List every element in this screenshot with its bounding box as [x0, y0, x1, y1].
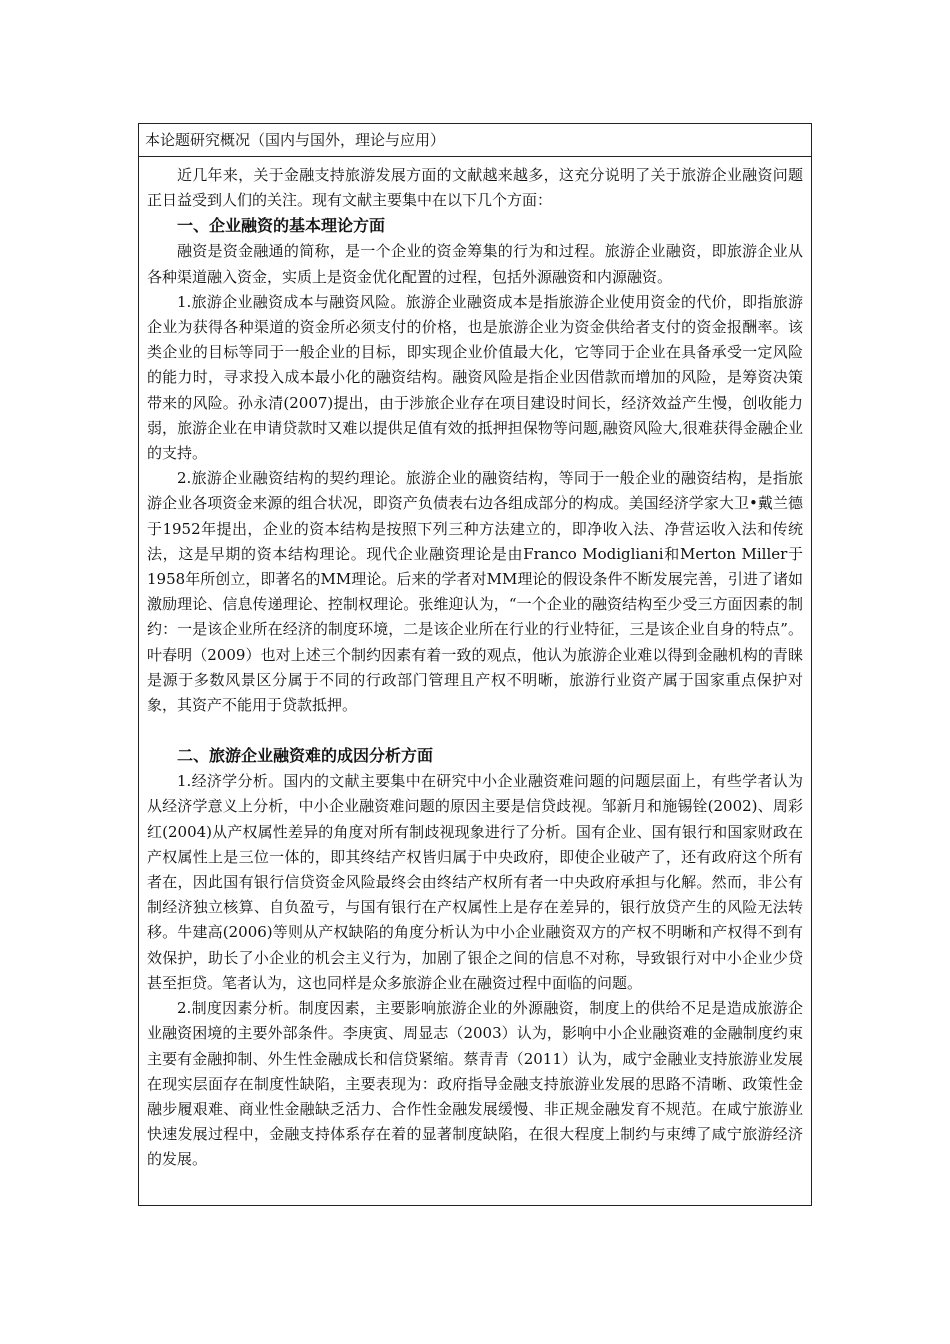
table-body-cell: [139, 157, 811, 1173]
structure-theory-paragraph: 2.旅游企业融资结构的契约理论。旅游企业的融资结构，等同于一般企业的融资结构，是指旅游企业各项资金来源的组合状况，即资产负债表右边各组成部分的构成。美国经济学家大卫•戴兰德于1952年提出，企业的资本结构是按照下列三种方法建立的，即净收入法、净营运收入法和传统法，这是早期的资本结构理论。现代企业融资理论是由Franco Modigliani和Merton Miller于1958年所创立，即著名的MM理论。后来的学者对MM理论的假设条件不断发展完善，引进了诸如激励理论、信息传递理论、控制权理论。张维迎认为，“一个企业的融资结构至少受三方面因素的制约：一是该企业所在经济的制度环境，二是该企业所在行业的行业特征，三是该企业自身的特点”。叶春明（2009）也对上述三个制约因素有着一致的观点，他认为旅游企业难以得到金融机构的青睐是源于多数风景区分属于不同的行政部门管理且产权不明晰，旅游行业资产属于国家重点保护对象，其资产不能用于贷款抵押。: [147, 469, 803, 715]
cost-risk-paragraph: 1.旅游企业融资成本与融资风险。旅游企业融资成本是指旅游企业使用资金的代价，即指旅游企业为获得各种渠道的资金所必须支付的价格，也是旅游企业为资金供给者支付的资金报酬率。该类企业的目标等同于一般企业的目标，即实现企业价值最大化，它等同于企业在具备承受一定风险的能力时，寻求投入成本最小化的融资结构。融资风险是指企业因借款而增加的风险，是筹资决策带来的风险。孙永清(2007)提出，由于涉旅企业存在项目建设时间长，经济效益产生慢，创收能力弱，旅游企业在申请贷款时又难以提供足值有效的抵押担保物等问题,融资风险大,很难获得金融企业的支持。: [147, 292, 803, 463]
research-overview-table: [138, 123, 812, 1206]
intro-paragraph: 近几年来，关于金融支持旅游发展方面的文献越来越多，这充分说明了关于旅游企业融资问题正日益受到人们的关注。现有文献主要集中在以下几个方面：: [147, 166, 803, 210]
financing-definition-paragraph: 融资是资金融通的简称，是一个企业的资金筹集的行为和过程。旅游企业融资，即旅游企业从各种渠道融入资金，实质上是资金优化配置的过程，包括外源融资和内源融资。: [147, 242, 803, 286]
economic-analysis-paragraph: 1.经济学分析。国内的文献主要集中在研究中小企业融资难问题的问题层面上，有些学者认为从经济学意义上分析，中小企业融资难问题的原因主要是信贷歧视。邹新月和施锡铨(2002)、周彩红(2004)从产权属性差异的角度对所有制歧视现象进行了分析。国有企业、国有银行和国家财政在产权属性上是三位一体的，即其终结产权皆归属于中央政府，即使企业破产了，还有政府这个所有者在，因此国有银行信贷资金风险最终会由终结产权所有者一中央政府承担与化解。然而，非公有制经济独立核算、自负盈亏，与国有银行在产权属性上是存在差异的，银行放贷产生的风险无法转移。牛建高(2006)等则从产权缺陷的角度分析认为中小企业融资双方的产权不明晰和产权得不到有效保护，助长了小企业的机会主义行为，加剧了银企之间的信息不对称，导致银行对中小企业少贷甚至拒贷。笔者认为，这也同样是众多旅游企业在融资过程中面临的问题。: [147, 772, 803, 992]
section-heading-2: 二、旅游企业融资难的成因分析方面: [177, 746, 434, 766]
table-header-label: 本论题研究概况（国内与国外，理论与应用）: [139, 124, 811, 157]
institutional-analysis-paragraph: 2.制度因素分析。制度因素，主要影响旅游企业的外源融资，制度上的供给不足是造成旅游企业融资困境的主要外部条件。李庚寅、周显志（2003）认为，影响中小企业融资难的金融制度约束主要有金融抑制、外生性金融成长和信贷紧缩。蔡青青（2011）认为，咸宁金融业支持旅游业发展在现实层面存在制度性缺陷，主要表现为：政府指导金融支持旅游业发展的思路不清晰、政策性金融步履艰难、商业性金融缺乏活力、合作性金融发展缓慢、非正规金融发育不规范。在咸宁旅游业快速发展过程中，金融支持体系存在着的显著制度缺陷，在很大程度上制约与束缚了咸宁旅游经济的发展。: [147, 999, 803, 1169]
section-heading-1: 一、企业融资的基本理论方面: [177, 216, 386, 236]
